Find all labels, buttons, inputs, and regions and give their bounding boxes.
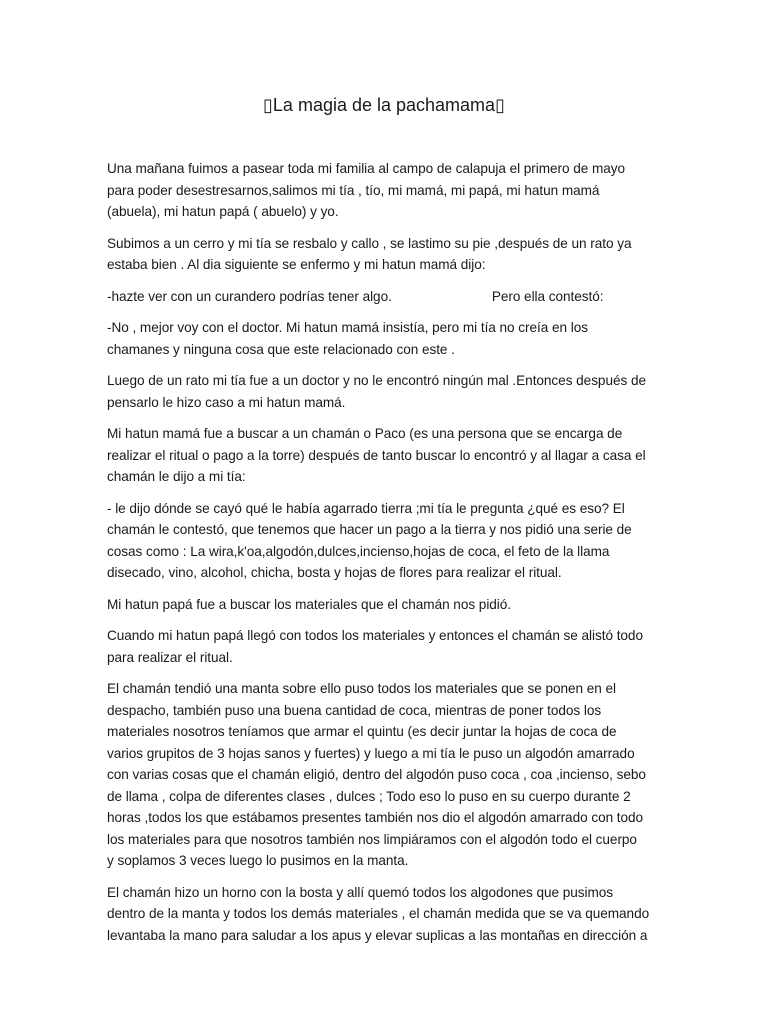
paragraph-line: (abuela), mi hatun papá ( abuelo) y yo. bbox=[107, 204, 339, 219]
paragraph-line: para realizar el ritual. bbox=[107, 649, 233, 665]
paragraph-line: Cuando mi hatun papá llegó con todos los materiales y entonces el chamán se alistó todo bbox=[107, 628, 643, 643]
paragraph-line: Luego de un rato mi tía fue a un doctor y no le encontró ningún mal .Entonces después de bbox=[107, 373, 646, 388]
paragraph-line: El chamán hizo un horno con la bosta y allí quemó todos los algodones que pusimos bbox=[107, 884, 614, 900]
paragraph-line: horas ,todos los que estábamos presentes también nos dio el algodón amarrado con todo bbox=[107, 810, 644, 825]
title-glyph-left: ▯ bbox=[263, 95, 273, 115]
paragraph-line: de llama , colpa de diferentes clases , dulces ; Todo eso lo puso en su cuerpo durante 2 bbox=[107, 788, 631, 804]
paragraph-line: los materiales para que nosotros también nos limpiáramos con el algodón todo el cuerpo bbox=[107, 831, 637, 847]
title-glyph-right: ▯ bbox=[495, 95, 505, 115]
paragraph bbox=[107, 158, 667, 223]
paragraph-line: chamán le dijo a mi tía: bbox=[107, 469, 246, 484]
paragraph-line: Mi hatun papá fue a buscar los materiales que el chamán nos pidió. bbox=[107, 596, 512, 612]
title-text: La magia de la pachamama bbox=[272, 95, 496, 115]
paragraph-line: chamanes y ninguna cosa que este relacionado con este . bbox=[107, 341, 455, 357]
paragraph-line: disecado, vino, alcohol, chicha, bosta y hojas de flores para realizar el ritual. bbox=[107, 565, 562, 580]
paragraph-line: -No , mejor voy con el doctor. Mi hatun mamá insistía, pero mi tía no creía en los bbox=[107, 320, 588, 335]
paragraph bbox=[107, 423, 667, 488]
paragraph-line: con varias cosas que el chamán eligió, dentro del algodón puso coca , coa ,incienso, sebo bbox=[107, 767, 646, 782]
dialogue-left: -hazte ver con un curandero podrías tener algo. bbox=[107, 288, 392, 304]
paragraph bbox=[107, 498, 667, 584]
paragraph-line: cosas como : La wira,k'oa,algodón,dulces,incienso,hojas de coca, el feto de la llama bbox=[107, 543, 610, 559]
paragraph-line: estaba bien . Al dia siguiente se enfermo y mi hatun mamá dijo: bbox=[107, 257, 486, 272]
paragraph-line: pensarlo le hizo caso a mi hatun mamá. bbox=[107, 394, 346, 410]
paragraph-line: Subimos a un cerro y mi tía se resbalo y callo , se lastimo su pie ,después de un rato ya bbox=[107, 235, 632, 251]
paragraph-line: para poder desestresarnos,salimos mi tía , tío, mi mamá, mi papá, mi hatun mamá bbox=[107, 182, 600, 198]
paragraph-line: - le dijo dónde se cayó qué le había agarrado tierra ;mi tía le pregunta ¿qué es eso? El bbox=[107, 500, 625, 516]
paragraph-line: varios grupitos de 3 hojas sanos y fuertes) y luego a mi tía le puso un algodón amarrado bbox=[107, 745, 635, 761]
document-title bbox=[0, 93, 768, 117]
paragraph bbox=[107, 233, 667, 276]
paragraph-line: levantaba la mano para saludar a los apus y elevar suplicas a las montañas en dirección a bbox=[107, 927, 648, 943]
dialogue-right: Pero ella contestó: bbox=[491, 288, 604, 304]
paragraph-line: chamán le contestó, que tenemos que hacer un pago a la tierra y nos pidió una serie de bbox=[107, 522, 632, 537]
paragraph bbox=[107, 882, 667, 947]
paragraph-line: Una mañana fuimos a pasear toda mi familia al campo de calapuja el primero de mayo bbox=[107, 161, 626, 176]
paragraph-line: El chamán tendió una manta sobre ello puso todos los materiales que se ponen en el bbox=[107, 681, 617, 696]
paragraph-line: y soplamos 3 veces luego lo pusimos en la manta. bbox=[107, 853, 409, 868]
paragraph-line: dentro de la manta y todos los demás materiales , el chamán medida que se va quemando bbox=[107, 906, 650, 921]
paragraph bbox=[107, 317, 667, 360]
paragraph-line: materiales nosotros teníamos que armar el quintu (es decir juntar la hojas de coca de bbox=[107, 724, 617, 739]
document-body bbox=[107, 158, 667, 956]
paragraph bbox=[107, 678, 667, 872]
paragraph-line: Mi hatun mamá fue a buscar a un chamán o Paco (es una persona que se encarga de bbox=[107, 426, 623, 441]
paragraph bbox=[107, 370, 667, 413]
paragraph bbox=[107, 625, 667, 668]
paragraph-line bbox=[107, 286, 667, 308]
paragraph bbox=[107, 286, 667, 308]
paragraph-line: realizar el ritual o pago a la torre) después de tanto buscar lo encontró y al llagar a casa el bbox=[107, 447, 646, 463]
paragraph bbox=[107, 594, 667, 616]
paragraph-line: despacho, también puso una buena cantidad de coca, mientras de poner todos los bbox=[107, 702, 602, 718]
